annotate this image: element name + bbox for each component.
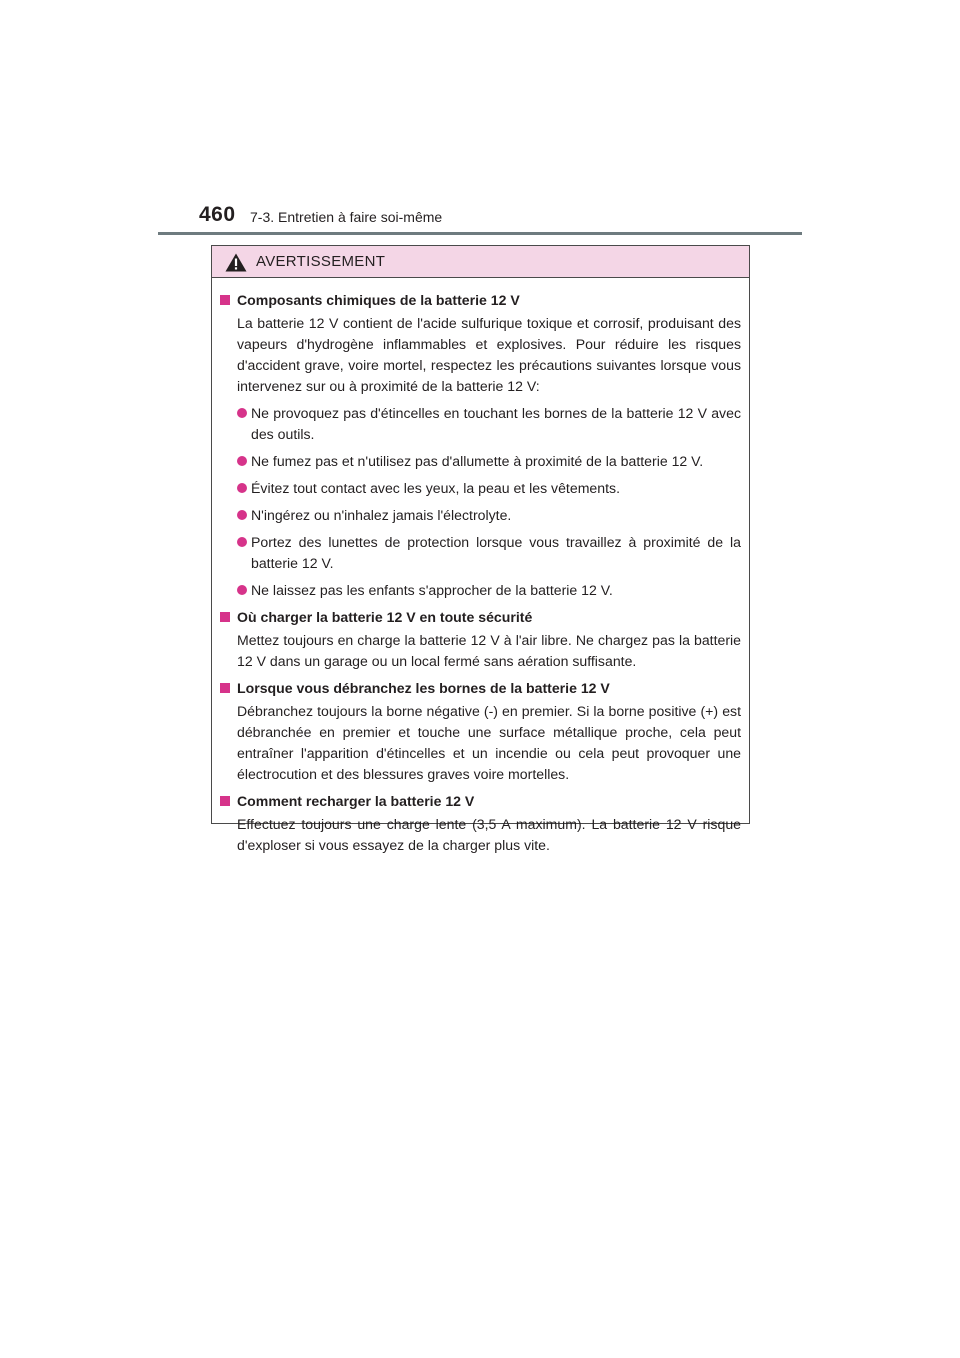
square-bullet-icon xyxy=(220,612,230,622)
square-bullet-icon xyxy=(220,295,230,305)
bullet-text: Portez des lunettes de protection lorsque vous travaillez à proximité de la batterie 12 V. xyxy=(251,534,741,571)
square-bullet-icon xyxy=(220,796,230,806)
circle-bullet-icon xyxy=(237,510,247,520)
bullet-text: Ne fumez pas et n'utilisez pas d'allumette à proximité de la batterie 12 V. xyxy=(251,453,704,469)
bullet-item xyxy=(220,532,741,574)
section-heading xyxy=(220,791,741,812)
bullet-item xyxy=(220,505,741,526)
circle-bullet-icon xyxy=(237,456,247,466)
section-paragraph: La batterie 12 V contient de l'acide sulfurique toxique et corrosif, produisant des vapeurs d'hydrogène inflammables et explosives. Pour réduire les risques d'accident grave, voire mortel, respectez les précautions suivantes lorsque vous intervenez sur ou à proximité de la batterie 12 V: xyxy=(237,315,741,394)
section-heading-text: Comment recharger la batterie 12 V xyxy=(237,793,475,809)
section-heading-text: Où charger la batterie 12 V en toute sécurité xyxy=(237,609,533,625)
warning-body xyxy=(212,278,749,856)
circle-bullet-icon xyxy=(237,537,247,547)
section-heading xyxy=(220,290,741,311)
section-paragraph: Effectuez toujours une charge lente (3,5 A maximum). La batterie 12 V risque d'exploser si vous essayez de la charger plus vite. xyxy=(237,816,741,853)
bullet-text: Ne provoquez pas d'étincelles en touchant les bornes de la batterie 12 V avec des outils. xyxy=(251,405,741,442)
square-bullet-icon xyxy=(220,683,230,693)
bullet-item xyxy=(220,478,741,499)
section-paragraph: Débranchez toujours la borne négative (-) en premier. Si la borne positive (+) est débranchée en premier et touche une surface métallique proche, cela peut entraîner l'apparition d'étincelles et un incendie ou cela peut provoquer une électrocution et des blessures graves voire mortelles. xyxy=(237,703,741,782)
section-heading-text: Composants chimiques de la batterie 12 V xyxy=(237,292,520,308)
circle-bullet-icon xyxy=(237,408,247,418)
warning-triangle-icon xyxy=(225,253,247,272)
warning-header xyxy=(212,246,749,278)
bullet-item xyxy=(220,451,741,472)
circle-bullet-icon xyxy=(237,483,247,493)
bullet-text: Évitez tout contact avec les yeux, la peau et les vêtements. xyxy=(251,480,620,496)
section-paragraph: Mettez toujours en charge la batterie 12 V à l'air libre. Ne chargez pas la batterie 12 V dans un garage ou un local fermé sans aération suffisante. xyxy=(237,632,741,669)
section-heading xyxy=(220,607,741,628)
warning-box xyxy=(211,245,750,853)
section-heading xyxy=(220,678,741,699)
warning-label: AVERTISSEMENT xyxy=(256,253,386,270)
bullet-item xyxy=(220,580,741,601)
bullet-item xyxy=(220,403,741,445)
section-title: 7-3. Entretien à faire soi-même xyxy=(250,209,443,225)
section-heading-text: Lorsque vous débranchez les bornes de la batterie 12 V xyxy=(237,680,610,696)
circle-bullet-icon xyxy=(237,585,247,595)
bullet-text: N'ingérez ou n'inhalez jamais l'électrolyte. xyxy=(251,507,512,523)
header-rule xyxy=(158,232,802,235)
bullet-text: Ne laissez pas les enfants s'approcher de la batterie 12 V. xyxy=(251,582,613,598)
page-number: 460 xyxy=(199,203,236,226)
